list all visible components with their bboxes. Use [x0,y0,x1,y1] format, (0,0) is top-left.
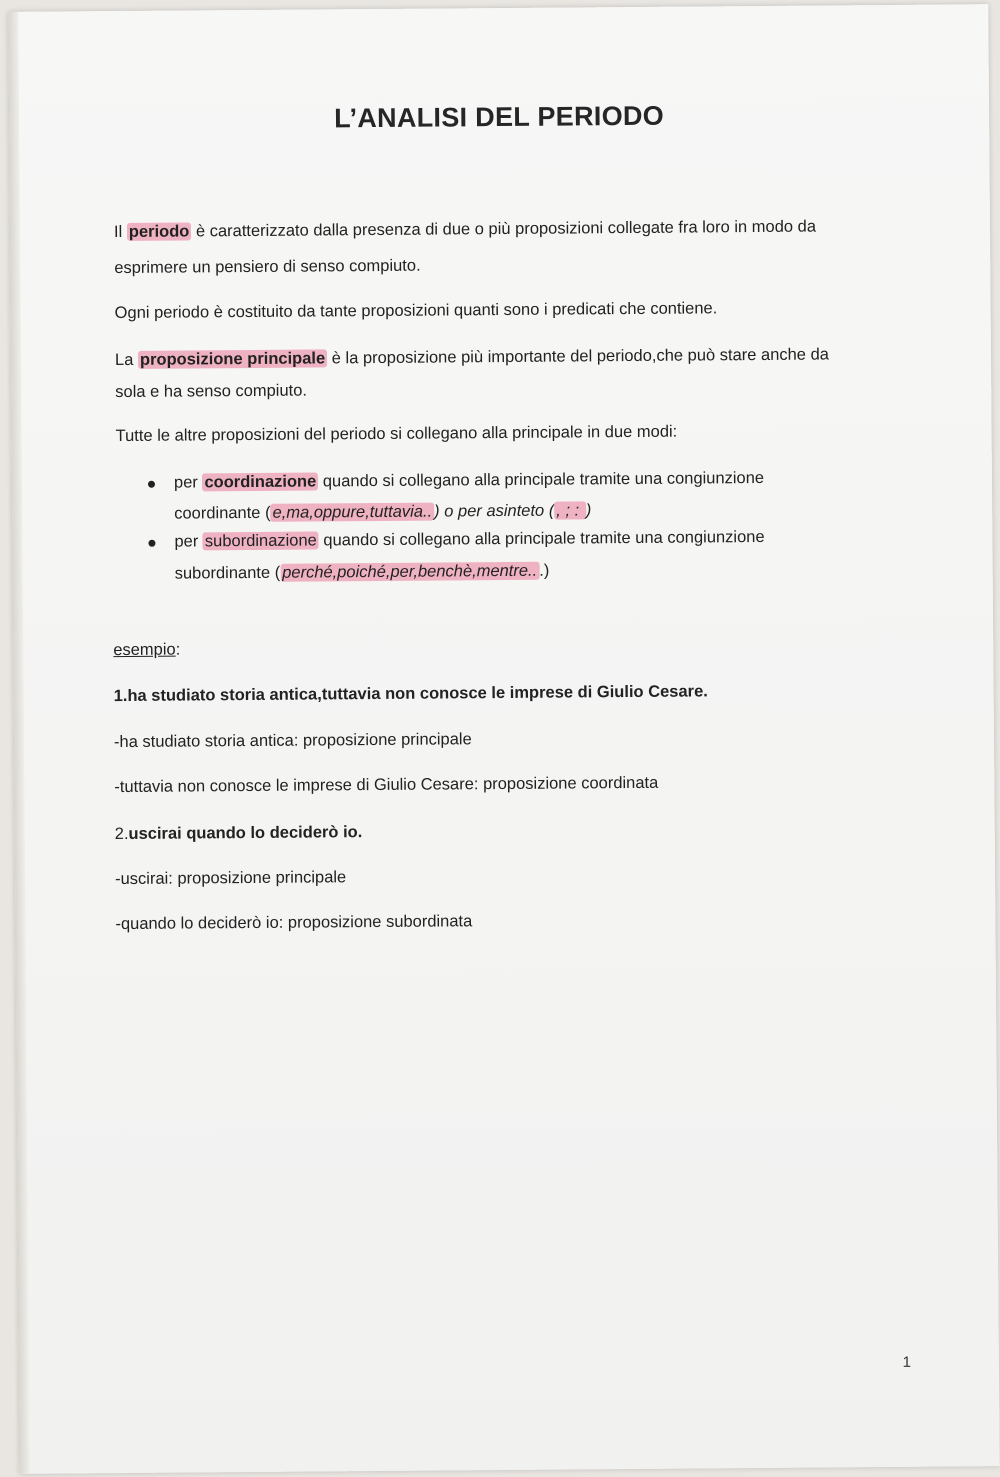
para4: Tutte le altre proposizioni del periodo si collegano alla principale in due modi: [115,422,678,446]
bullet2-pre: per [174,532,203,551]
example1-analysis-2: -tuttavia non conosce le imprese di Giulio Cesare: proposizione coordinata [114,773,659,797]
example2-analysis-2: -quando lo deciderò io: proposizione subordinata [115,912,473,934]
bullet2-post: quando si collegano alla principale tramite una congiunzione [318,527,765,550]
example-label: esempio [113,640,176,660]
example2-sentence: uscirai quando lo deciderò io. [128,823,363,843]
para1-line1 [114,212,816,248]
para3-line1 [115,339,829,375]
term-subordinazione: subordinazione [204,531,317,551]
paper-edge [8,12,29,1474]
example2-number: 2. [114,824,129,844]
bullet1-post: quando si collegano alla principale tramite una congiunzione [318,468,765,491]
example1-sentence: 1.ha studiato storia antica,tuttavia non conosce le imprese di Giulio Cesare. [113,682,708,706]
bullet2-l2-end: .) [539,561,550,580]
example2-analysis-1: -uscirai: proposizione principale [115,868,347,889]
example2-sentence-line [115,817,363,849]
para1-post: è caratterizzato dalla presenza di due o più proposizioni collegate fra loro in modo da [191,217,817,241]
bullet2-l2-pre: subordinante ( [174,563,281,583]
bullet-dot-2 [148,540,155,547]
bullet2-line2 [175,556,550,589]
term-proposizione-principale: proposizione principale [139,349,326,369]
para3-line2: sola e ha senso compiuto. [115,381,308,402]
para2: Ogni periodo è costituito da tante proposizioni quanti sono i predicati che contiene. [114,299,718,323]
page-number: 1 [902,1353,911,1371]
bullet2-line1 [174,522,764,557]
example-heading [113,635,180,666]
bullet1-l2-end: ) [585,501,592,520]
example1-analysis-1: -ha studiato storia antica: proposizione principale [113,730,472,752]
para1-line2: esprimere un pensiero di senso compiuto. [114,256,421,278]
bullet1-line1 [174,463,764,498]
para3-post: è la proposizione più importante del periodo,che può stare anche da [327,345,829,368]
coordinating-examples: e,ma,oppure,tuttavia.. [272,502,433,522]
bullet1-pre: per [173,473,203,492]
asyndeton-punctuation: , ; : [556,501,584,520]
para1-pre: Il [113,222,127,242]
bullet1-l2-pre: coordinante ( [174,503,271,523]
example-colon: : [175,640,181,659]
para3-pre: La [114,350,139,370]
paper-sheet [8,4,999,1474]
subordinating-examples: perché,poiché,per,benchè,mentre.. [282,561,538,582]
bullet-dot-1 [148,481,155,488]
term-coordinazione: coordinazione [204,472,317,492]
term-periodo: periodo [128,222,190,241]
page-title: L’ANALISI DEL PERIODO [334,100,665,134]
bullet1-l2-mid: ) o per asinteto ( [434,501,555,521]
